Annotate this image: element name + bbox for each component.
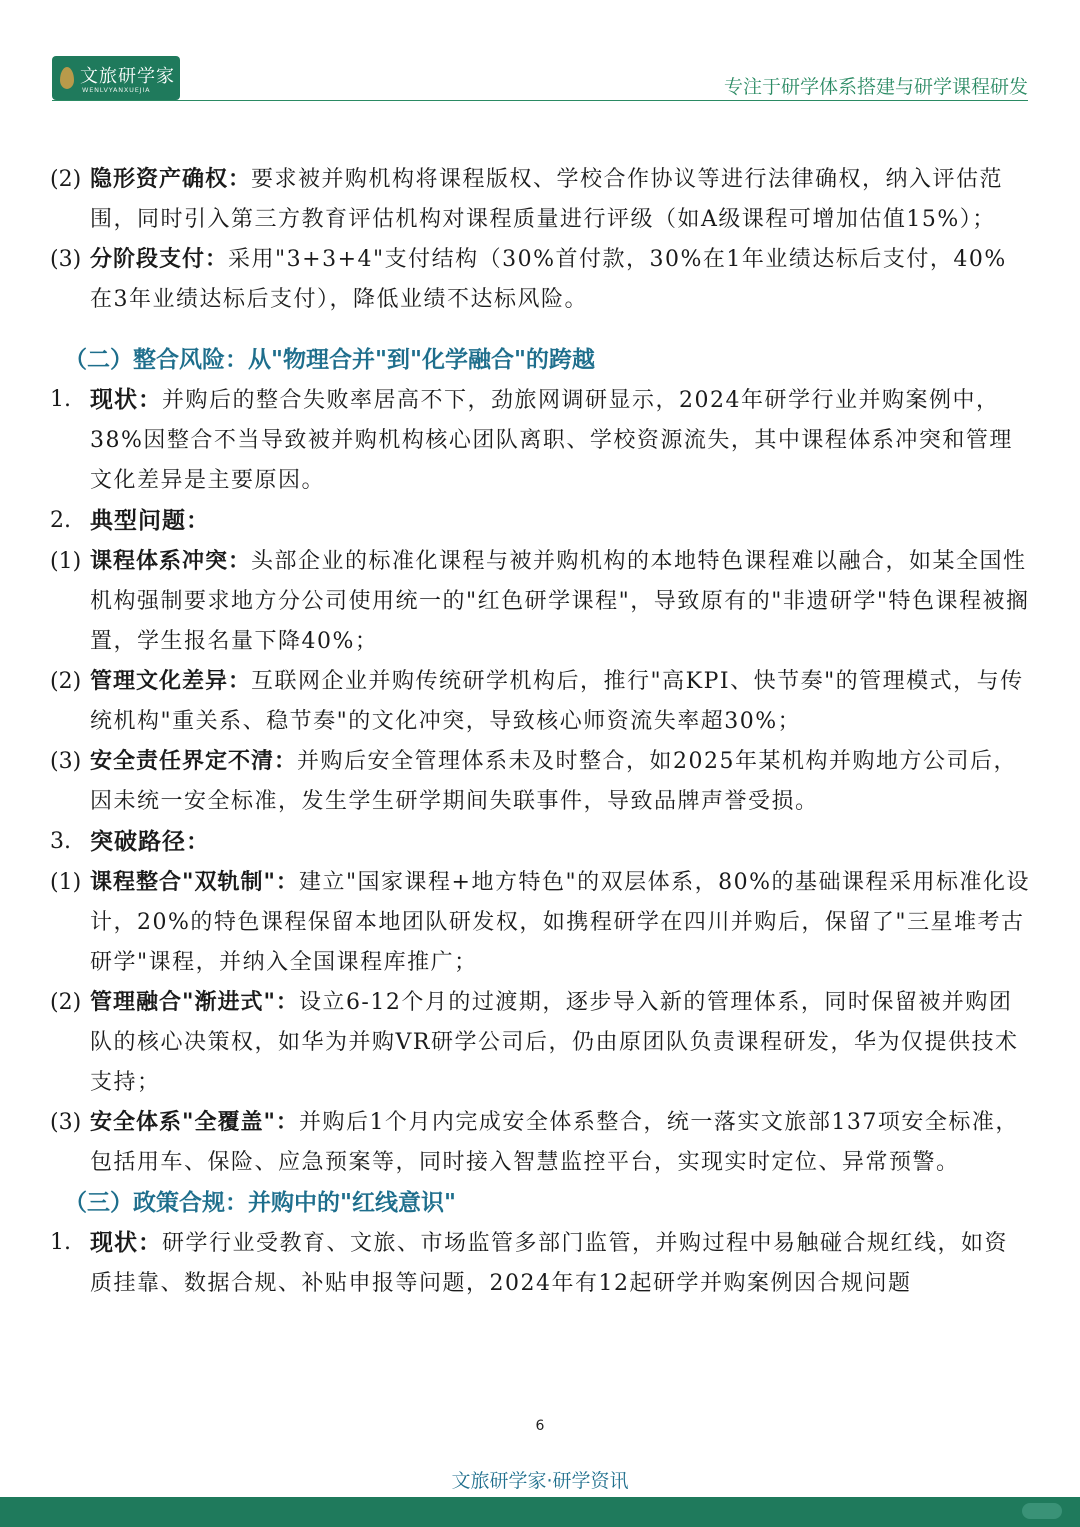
- item-label: 突破路径：: [90, 829, 210, 855]
- item-number: (3): [50, 749, 82, 774]
- paragraph-item: [50, 160, 1030, 240]
- paragraph-item: [50, 822, 1030, 863]
- item-text: 并购后安全管理体系未及时整合，如2025年某机构并购地方公司后，因未统一安全标准，发生学生研学期间失联事件，导致品牌声誉受损。: [90, 749, 1018, 814]
- item-number: (1): [50, 549, 82, 574]
- item-label: 现状：: [90, 387, 162, 413]
- item-label: 安全责任界定不清：: [90, 749, 298, 774]
- section-3-body: [50, 1223, 1030, 1304]
- paragraph-item: [50, 240, 1030, 320]
- item-text: 互联网企业并购传统研学机构后，推行"高KPI、快节奏"的管理模式，与传统机构"重关系、稳节奏"的文化冲突，导致核心师资流失率超30%；: [90, 669, 1024, 734]
- item-number: 1.: [50, 1230, 71, 1255]
- section-heading-2: （二）整合风险：从"物理合并"到"化学融合"的跨越: [64, 347, 595, 373]
- item-text: 并购后的整合失败率居高不下，劲旅网调研显示，2024年研学行业并购案例中，38%因整合不当导致被并购机构核心团队离职、学校资源流失，其中课程体系冲突和管理文化差异是主要原因。: [90, 388, 1013, 493]
- item-label: 安全体系"全覆盖"：: [90, 1110, 299, 1135]
- item-label: 分阶段支付：: [90, 247, 229, 272]
- item-label: 课程整合"双轨制"：: [90, 870, 299, 895]
- header-tagline: 专注于研学体系搭建与研学课程研发: [723, 76, 1028, 98]
- item-label: 隐形资产确权：: [90, 167, 252, 192]
- item-text: 并购后1个月内完成安全体系整合，统一落实文旅部137项安全标准，包括用车、保险、应急预案等，同时接入智慧监控平台，实现实时定位、异常预警。: [90, 1110, 1019, 1175]
- item-label: 典型问题：: [90, 508, 210, 534]
- section-2-body: [50, 380, 1030, 1183]
- paragraph-item: [50, 542, 1030, 662]
- paragraph-item: [50, 983, 1030, 1103]
- document-body: [50, 160, 1030, 1304]
- item-number: (2): [50, 167, 82, 192]
- paragraph-item: [50, 863, 1030, 983]
- item-number: (2): [50, 669, 82, 694]
- paragraph-item: [50, 380, 1030, 501]
- item-label: 现状：: [90, 1230, 162, 1256]
- section-heading-3: （三）政策合规：并购中的"红线意识": [64, 1190, 456, 1216]
- footer-bar: [0, 1497, 1080, 1527]
- footer-badge: [1022, 1503, 1062, 1519]
- paragraph-item: [50, 1223, 1030, 1304]
- paragraph-item: [50, 501, 1030, 542]
- item-text: 头部企业的标准化课程与被并购机构的本地特色课程难以融合，如某全国性机构强制要求地方分公司使用统一的"红色研学课程"，导致原有的"非遗研学"特色课程被搁置，学生报名量下降40%；: [90, 549, 1030, 654]
- item-number: (3): [50, 247, 82, 272]
- item-text: 采用"3+3+4"支付结构（30%首付款，30%在1年业绩达标后支付，40%在3年业绩达标后支付），降低业绩不达标风险。: [90, 247, 1007, 312]
- item-number: (2): [50, 990, 82, 1015]
- item-label: 管理融合"渐进式"：: [90, 990, 299, 1015]
- item-number: (3): [50, 1110, 82, 1135]
- page-number: 6: [535, 1418, 545, 1434]
- item-number: 3.: [50, 829, 71, 854]
- item-text: 要求被并购机构将课程版权、学校合作协议等进行法律确权，纳入评估范围，同时引入第三方教育评估机构对课程质量进行评级（如A级课程可增加估值15%）；: [90, 167, 1004, 232]
- item-text: 研学行业受教育、文旅、市场监管多部门监管，并购过程中易触碰合规红线，如资质挂靠、数据合规、补贴申报等问题，2024年有12起研学并购案例因合规问题: [90, 1231, 1009, 1296]
- header-divider: [52, 100, 1028, 101]
- item-text: 设立6-12个月的过渡期，逐步导入新的管理体系，同时保留被并购团队的核心决策权，如华为并购VR研学公司后，仍由原团队负责课程研发，华为仅提供技术支持；: [90, 990, 1019, 1095]
- leaf-icon: [60, 67, 74, 89]
- item-label: 管理文化差异：: [90, 669, 252, 694]
- paragraph-item: [50, 662, 1030, 742]
- section-1-tail: [50, 160, 1030, 320]
- brand-logo: [52, 56, 180, 100]
- logo-subtext: WENLVYANXUEJIA: [82, 86, 151, 94]
- paragraph-item: [50, 1103, 1030, 1183]
- footer-brand: 文旅研学家·研学资讯: [451, 1470, 629, 1492]
- item-number: 2.: [50, 508, 71, 533]
- item-text: 建立"国家课程+地方特色"的双层体系，80%的基础课程采用标准化设计，20%的特色课程保留本地团队研发权，如携程研学在四川并购后，保留了"三星堆考古研学"课程，并纳入全国课程库推广；: [90, 870, 1031, 975]
- item-label: 课程体系冲突：: [90, 549, 252, 574]
- item-number: (1): [50, 870, 82, 895]
- item-number: 1.: [50, 387, 71, 412]
- paragraph-item: [50, 742, 1030, 822]
- logo-text: 文旅研学家: [80, 66, 175, 87]
